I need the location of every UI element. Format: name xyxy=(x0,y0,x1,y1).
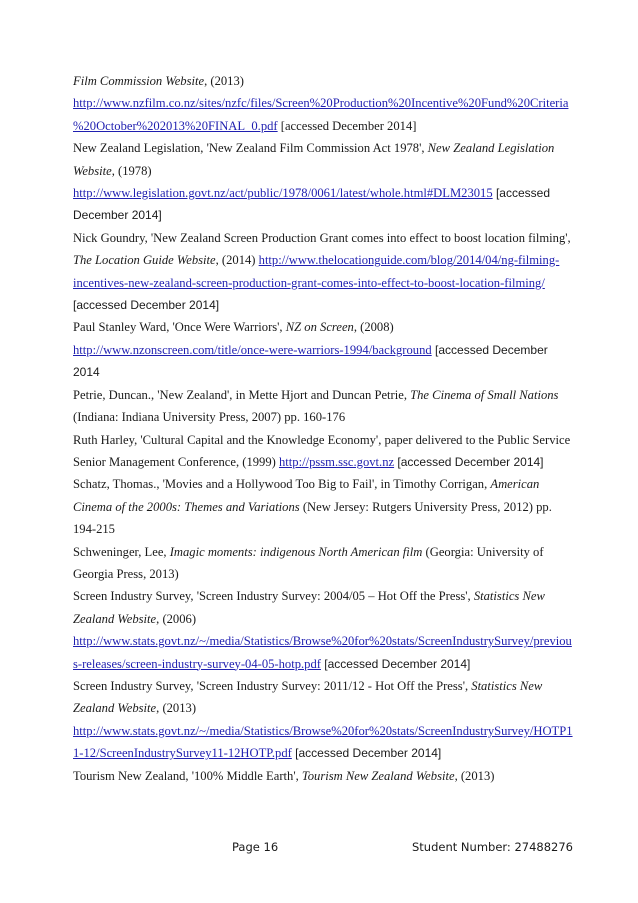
reference-line xyxy=(73,653,593,675)
reference-text: [accessed December 2014] xyxy=(320,656,471,671)
reference-line xyxy=(73,496,593,518)
reference-text: 2014 xyxy=(73,365,100,380)
reference-text: Tourism New Zealand, '100% Middle Earth', xyxy=(73,768,302,783)
reference-text: Ruth Harley, 'Cultural Capital and the Knowledge Economy', paper delivered to the Public Service xyxy=(73,432,571,447)
reference-text: Schatz, Thomas., 'Movies and a Hollywood Too Big to Fail', in Timothy Corrigan, xyxy=(73,477,491,492)
reference-line xyxy=(73,608,593,630)
reference-line xyxy=(73,204,593,226)
reference-text: Senior Management Conference, (1999) xyxy=(73,454,279,469)
reference-text: New Zealand Legislation, 'New Zealand Film Commission Act 1978', xyxy=(73,141,428,156)
reference-line xyxy=(73,473,593,495)
reference-text: , (2008) xyxy=(353,320,394,335)
reference-line xyxy=(73,182,593,204)
italic-title: Statistics New xyxy=(471,678,543,693)
reference-line xyxy=(73,70,593,92)
reference-line xyxy=(73,563,593,585)
reference-link[interactable]: %20October%202013%20FINAL_0.pdf xyxy=(73,118,278,133)
reference-text: , (2006) xyxy=(156,611,197,626)
italic-title: Statistics New xyxy=(473,589,545,604)
reference-text: Georgia Press, 2013) xyxy=(73,566,179,581)
reference-link[interactable]: s-releases/screen-industry-survey-04-05-hotp.pdf xyxy=(73,656,321,671)
reference-line xyxy=(73,451,593,473)
reference-text: Schweninger, Lee, xyxy=(73,544,170,559)
italic-title: Tourism New Zealand Website xyxy=(301,768,455,783)
reference-link[interactable]: http://www.stats.govt.nz/~/media/Statistics/Browse%20for%20stats/ScreenIndustrySurvey/HOTP1 xyxy=(73,723,573,738)
reference-line xyxy=(73,339,593,361)
reference-text: , (2014) xyxy=(215,253,259,268)
italic-title: The Cinema of Small Nations xyxy=(410,387,559,402)
student-number: Student Number: 27488276 xyxy=(412,840,573,854)
reference-text: , (2013) xyxy=(156,701,197,716)
reference-line xyxy=(73,406,593,428)
reference-line xyxy=(73,227,593,249)
italic-title: Imagic moments: indigenous North American film xyxy=(169,544,423,559)
reference-line xyxy=(73,272,593,294)
reference-text: 194-215 xyxy=(73,522,115,537)
reference-text: Screen Industry Survey, 'Screen Industry Survey: 2011/12 - Hot Off the Press', xyxy=(73,678,472,693)
reference-text: , (1978) xyxy=(111,163,152,178)
reference-text: Screen Industry Survey, 'Screen Industry Survey: 2004/05 – Hot Off the Press', xyxy=(73,589,474,604)
reference-line xyxy=(73,249,593,271)
reference-text: [accessed xyxy=(492,186,551,201)
italic-title: NZ on Screen xyxy=(285,320,354,335)
italic-title: Website xyxy=(73,163,112,178)
reference-text: Nick Goundry, 'New Zealand Screen Production Grant comes into effect to boost location filming', xyxy=(73,230,571,245)
reference-line xyxy=(73,541,593,563)
reference-line xyxy=(73,518,593,540)
reference-line xyxy=(73,720,593,742)
reference-line xyxy=(73,630,593,652)
reference-line xyxy=(73,765,593,787)
reference-text: [accessed December 2014] xyxy=(277,118,417,133)
reference-line xyxy=(73,316,593,338)
reference-link[interactable]: http://www.legislation.govt.nz/act/public/1978/0061/latest/whole.html#DLM23015 xyxy=(73,186,493,201)
reference-list xyxy=(73,70,593,787)
reference-line xyxy=(73,115,593,137)
reference-link[interactable]: incentives-new-zealand-screen-production-grant-comes-into-effect-to-boost-location-filming/ xyxy=(73,275,545,290)
page-number: Page 16 xyxy=(232,840,279,854)
italic-title: Zealand Website xyxy=(73,611,157,626)
reference-line xyxy=(73,675,593,697)
reference-text: [accessed December 2014] xyxy=(291,746,442,761)
reference-line xyxy=(73,137,593,159)
reference-text: Petrie, Duncan., 'New Zealand', in Mette Hjort and Duncan Petrie, xyxy=(73,387,411,402)
reference-text: [accessed December 2014] xyxy=(73,298,220,313)
reference-text: , (2013) xyxy=(454,768,495,783)
reference-text: [accessed December 2014] xyxy=(394,454,544,469)
reference-text: (Indiana: Indiana University Press, 2007) pp. 160-176 xyxy=(73,410,346,425)
reference-line xyxy=(73,384,593,406)
italic-title: Zealand Website xyxy=(73,701,157,716)
reference-text: , (2013) xyxy=(204,74,244,88)
reference-line xyxy=(73,361,593,383)
reference-text: (New Jersey: Rutgers University Press, 2012) pp. xyxy=(299,499,552,514)
reference-line xyxy=(73,585,593,607)
reference-link[interactable]: http://www.thelocationguide.com/blog/2014/04/ng-filming- xyxy=(258,253,560,268)
reference-line xyxy=(73,160,593,182)
reference-text: Paul Stanley Ward, 'Once Were Warriors', xyxy=(73,320,286,335)
reference-line xyxy=(73,92,593,114)
reference-link[interactable]: 1-12/ScreenIndustrySurvey11-12HOTP.pdf xyxy=(73,746,292,761)
reference-link[interactable]: http://www.nzfilm.co.nz/sites/nzfc/files/Screen%20Production%20Incentive%20Fund%20Criteria xyxy=(73,96,569,111)
reference-line xyxy=(73,294,593,316)
italic-title: American xyxy=(490,477,540,492)
reference-link[interactable]: http://www.nzonscreen.com/title/once-were-warriors-1994/background xyxy=(73,342,432,357)
italic-title: New Zealand Legislation xyxy=(427,141,555,156)
reference-line xyxy=(73,697,593,719)
reference-line xyxy=(73,742,593,764)
reference-link[interactable]: http://pssm.ssc.govt.nz xyxy=(278,454,395,469)
reference-text: [accessed December xyxy=(431,342,548,357)
reference-text: (Georgia: University of xyxy=(422,544,544,559)
italic-title: Film Commission Website xyxy=(73,74,205,88)
reference-link[interactable]: http://www.stats.govt.nz/~/media/Statistics/Browse%20for%20stats/ScreenIndustrySurvey/previou xyxy=(73,634,572,649)
reference-line xyxy=(73,429,593,451)
reference-text: December 2014] xyxy=(73,208,162,223)
italic-title: Cinema of the 2000s: Themes and Variations xyxy=(73,499,300,514)
italic-title: The Location Guide Website xyxy=(73,253,216,268)
